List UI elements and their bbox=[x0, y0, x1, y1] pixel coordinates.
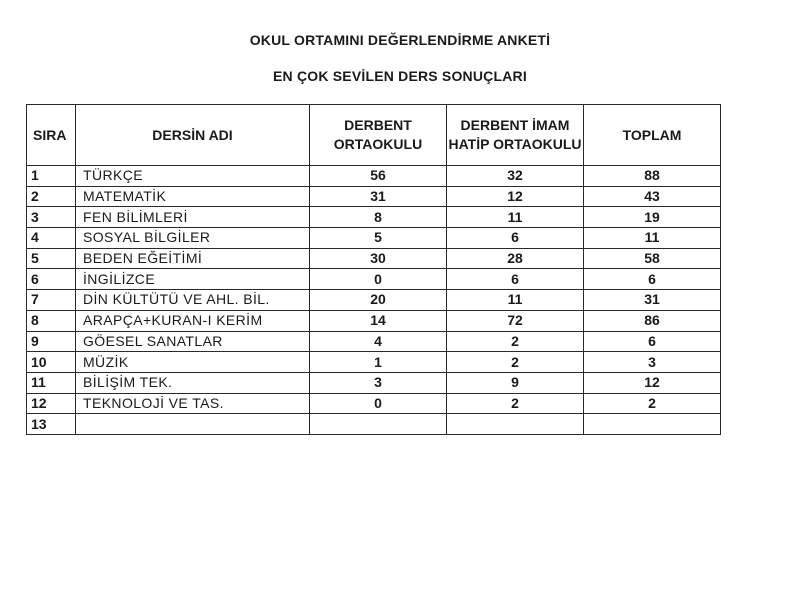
table-row bbox=[27, 414, 721, 435]
cell-derbent: 3 bbox=[310, 372, 447, 393]
cell-ders: SOSYAL BİLGİLER bbox=[76, 228, 310, 249]
cell-toplam: 31 bbox=[584, 290, 721, 311]
table-row bbox=[27, 352, 721, 373]
cell-toplam: 86 bbox=[584, 310, 721, 331]
table-row bbox=[27, 166, 721, 187]
table-row bbox=[27, 290, 721, 311]
cell-toplam: 19 bbox=[584, 207, 721, 228]
cell-ders: DİN KÜLTÜTÜ VE AHL. BİL. bbox=[76, 290, 310, 311]
cell-toplam: 43 bbox=[584, 186, 721, 207]
cell-derbent: 1 bbox=[310, 352, 447, 373]
cell-imam-hatip: 12 bbox=[447, 186, 584, 207]
cell-derbent: 0 bbox=[310, 269, 447, 290]
table-header-row bbox=[27, 105, 721, 166]
header-toplam: TOPLAM bbox=[584, 105, 721, 166]
cell-toplam: 2 bbox=[584, 393, 721, 414]
cell-derbent bbox=[310, 414, 447, 435]
cell-toplam: 6 bbox=[584, 269, 721, 290]
cell-ders: BİLİŞİM TEK. bbox=[76, 372, 310, 393]
table-row bbox=[27, 228, 721, 249]
document-title: OKUL ORTAMINI DEĞERLENDİRME ANKETİ bbox=[249, 32, 551, 48]
cell-imam-hatip: 72 bbox=[447, 310, 584, 331]
cell-sira: 13 bbox=[27, 414, 76, 435]
cell-imam-hatip: 9 bbox=[447, 372, 584, 393]
cell-sira: 2 bbox=[27, 186, 76, 207]
cell-imam-hatip: 2 bbox=[447, 393, 584, 414]
cell-ders: FEN BİLİMLERİ bbox=[76, 207, 310, 228]
cell-imam-hatip: 11 bbox=[447, 207, 584, 228]
cell-sira: 6 bbox=[27, 269, 76, 290]
cell-imam-hatip: 32 bbox=[447, 166, 584, 187]
cell-imam-hatip: 6 bbox=[447, 228, 584, 249]
cell-toplam: 88 bbox=[584, 166, 721, 187]
header-sira: SIRA bbox=[27, 105, 76, 166]
header-derbent: DERBENT ORTAOKULU bbox=[310, 105, 447, 166]
cell-derbent: 8 bbox=[310, 207, 447, 228]
cell-derbent: 0 bbox=[310, 393, 447, 414]
cell-ders: GÖESEL SANATLAR bbox=[76, 331, 310, 352]
cell-ders: MÜZİK bbox=[76, 352, 310, 373]
table-row bbox=[27, 207, 721, 228]
cell-ders: MATEMATİK bbox=[76, 186, 310, 207]
cell-derbent: 20 bbox=[310, 290, 447, 311]
cell-sira: 1 bbox=[27, 166, 76, 187]
cell-ders: ARAPÇA+KURAN-I KERİM bbox=[76, 310, 310, 331]
cell-toplam: 11 bbox=[584, 228, 721, 249]
header-imam-hatip: DERBENT İMAM HATİP ORTAOKULU bbox=[447, 105, 584, 166]
cell-imam-hatip: 2 bbox=[447, 331, 584, 352]
cell-toplam: 12 bbox=[584, 372, 721, 393]
cell-sira: 5 bbox=[27, 248, 76, 269]
cell-sira: 9 bbox=[27, 331, 76, 352]
cell-ders: İNGİLİZCE bbox=[76, 269, 310, 290]
results-table bbox=[26, 104, 721, 435]
cell-imam-hatip: 28 bbox=[447, 248, 584, 269]
cell-imam-hatip: 11 bbox=[447, 290, 584, 311]
cell-ders: TEKNOLOJİ VE TAS. bbox=[76, 393, 310, 414]
cell-sira: 8 bbox=[27, 310, 76, 331]
cell-ders: TÜRKÇE bbox=[76, 166, 310, 187]
cell-sira: 7 bbox=[27, 290, 76, 311]
cell-derbent: 30 bbox=[310, 248, 447, 269]
cell-ders: BEDEN EĞEİTİMİ bbox=[76, 248, 310, 269]
cell-derbent: 5 bbox=[310, 228, 447, 249]
table-row bbox=[27, 372, 721, 393]
cell-sira: 3 bbox=[27, 207, 76, 228]
cell-ders bbox=[76, 414, 310, 435]
table-row bbox=[27, 310, 721, 331]
table-row bbox=[27, 186, 721, 207]
cell-sira: 12 bbox=[27, 393, 76, 414]
table-row bbox=[27, 331, 721, 352]
cell-derbent: 4 bbox=[310, 331, 447, 352]
cell-imam-hatip bbox=[447, 414, 584, 435]
cell-sira: 4 bbox=[27, 228, 76, 249]
cell-toplam bbox=[584, 414, 721, 435]
cell-sira: 11 bbox=[27, 372, 76, 393]
table-row bbox=[27, 393, 721, 414]
cell-toplam: 6 bbox=[584, 331, 721, 352]
document-subtitle: EN ÇOK SEVİLEN DERS SONUÇLARI bbox=[273, 68, 527, 84]
cell-toplam: 3 bbox=[584, 352, 721, 373]
cell-toplam: 58 bbox=[584, 248, 721, 269]
cell-derbent: 31 bbox=[310, 186, 447, 207]
cell-imam-hatip: 6 bbox=[447, 269, 584, 290]
table-row bbox=[27, 248, 721, 269]
cell-derbent: 56 bbox=[310, 166, 447, 187]
cell-imam-hatip: 2 bbox=[447, 352, 584, 373]
cell-sira: 10 bbox=[27, 352, 76, 373]
cell-derbent: 14 bbox=[310, 310, 447, 331]
header-ders: DERSİN ADI bbox=[76, 105, 310, 166]
table-row bbox=[27, 269, 721, 290]
